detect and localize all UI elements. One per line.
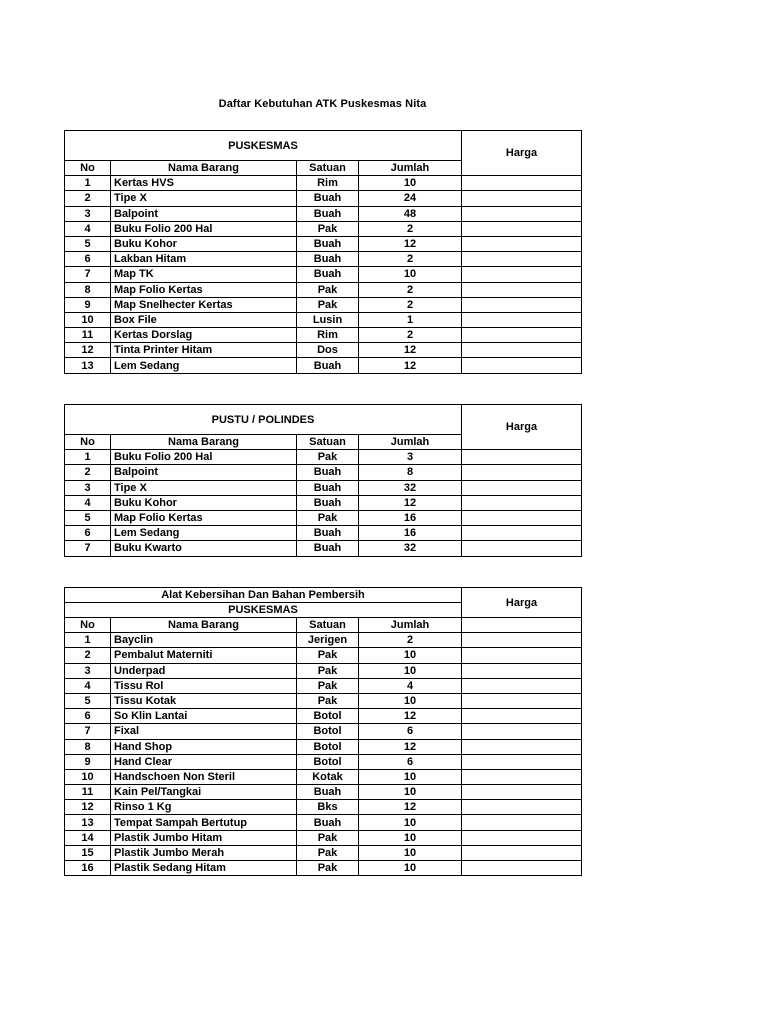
item-name: Box File <box>111 312 297 327</box>
item-unit: Lusin <box>297 312 359 327</box>
item-unit: Dos <box>297 343 359 358</box>
price-cell <box>462 176 582 191</box>
row-number: 11 <box>65 785 111 800</box>
item-quantity: 10 <box>359 267 462 282</box>
row-number: 6 <box>65 526 111 541</box>
item-name: Bayclin <box>111 633 297 648</box>
price-cell <box>462 785 582 800</box>
column-header-nama-barang: Nama Barang <box>111 161 297 176</box>
item-name: Map Snelhecter Kertas <box>111 297 297 312</box>
price-cell <box>462 297 582 312</box>
item-quantity: 12 <box>359 236 462 251</box>
item-name: Tissu Rol <box>111 678 297 693</box>
table-row <box>65 236 582 251</box>
item-quantity: 10 <box>359 861 462 876</box>
item-name: Kertas Dorslag <box>111 328 297 343</box>
row-number: 1 <box>65 450 111 465</box>
price-cell <box>462 328 582 343</box>
item-quantity: 10 <box>359 693 462 708</box>
item-unit: Rim <box>297 176 359 191</box>
item-unit: Pak <box>297 830 359 845</box>
row-number: 9 <box>65 297 111 312</box>
table-row <box>65 648 582 663</box>
section-heading: Alat Kebersihan Dan Bahan Pembersih <box>65 588 462 603</box>
item-quantity: 16 <box>359 526 462 541</box>
column-header-jumlah: Jumlah <box>359 435 462 450</box>
price-cell <box>462 282 582 297</box>
row-number: 8 <box>65 282 111 297</box>
item-name: Balpoint <box>111 465 297 480</box>
item-name: Balpoint <box>111 206 297 221</box>
table-row <box>65 526 582 541</box>
item-unit: Pak <box>297 297 359 312</box>
item-unit: Botol <box>297 724 359 739</box>
section-title: PUSTU / POLINDES <box>65 405 462 435</box>
row-number: 10 <box>65 769 111 784</box>
row-number: 1 <box>65 633 111 648</box>
item-unit: Botol <box>297 754 359 769</box>
price-cell <box>462 633 582 648</box>
item-quantity: 12 <box>359 358 462 373</box>
table-row <box>65 785 582 800</box>
row-number: 15 <box>65 845 111 860</box>
item-quantity: 10 <box>359 648 462 663</box>
item-name: Hand Clear <box>111 754 297 769</box>
item-unit: Botol <box>297 739 359 754</box>
table-row <box>65 754 582 769</box>
item-name: Tempat Sampah Bertutup <box>111 815 297 830</box>
item-quantity: 2 <box>359 282 462 297</box>
item-name: Buku Folio 200 Hal <box>111 221 297 236</box>
table-row <box>65 221 582 236</box>
price-cell <box>462 618 582 633</box>
price-cell <box>462 267 582 282</box>
price-cell <box>462 450 582 465</box>
table-row <box>65 739 582 754</box>
column-header-no: No <box>65 161 111 176</box>
item-name: Map TK <box>111 267 297 282</box>
item-quantity: 10 <box>359 176 462 191</box>
item-quantity: 2 <box>359 221 462 236</box>
item-unit: Jerigen <box>297 633 359 648</box>
row-number: 1 <box>65 176 111 191</box>
table-row <box>65 830 582 845</box>
item-unit: Pak <box>297 450 359 465</box>
table-row <box>65 678 582 693</box>
item-quantity: 10 <box>359 785 462 800</box>
item-unit: Buah <box>297 495 359 510</box>
row-number: 16 <box>65 861 111 876</box>
item-unit: Buah <box>297 206 359 221</box>
item-name: Lem Sedang <box>111 526 297 541</box>
price-cell <box>462 191 582 206</box>
item-quantity: 10 <box>359 769 462 784</box>
table-row <box>65 206 582 221</box>
row-number: 5 <box>65 693 111 708</box>
row-number: 12 <box>65 800 111 815</box>
price-cell <box>462 312 582 327</box>
item-unit: Buah <box>297 815 359 830</box>
table-row <box>65 450 582 465</box>
price-cell <box>462 678 582 693</box>
price-cell <box>462 709 582 724</box>
price-cell <box>462 754 582 769</box>
row-number: 2 <box>65 648 111 663</box>
item-quantity: 16 <box>359 510 462 525</box>
item-name: Map Folio Kertas <box>111 510 297 525</box>
price-cell <box>462 465 582 480</box>
item-name: Lem Sedang <box>111 358 297 373</box>
item-unit: Buah <box>297 480 359 495</box>
item-name: Tinta Printer Hitam <box>111 343 297 358</box>
table-row <box>65 267 582 282</box>
item-quantity: 10 <box>359 663 462 678</box>
row-number: 7 <box>65 724 111 739</box>
item-unit: Kotak <box>297 769 359 784</box>
table-row <box>65 252 582 267</box>
row-number: 12 <box>65 343 111 358</box>
item-name: Tissu Kotak <box>111 693 297 708</box>
row-number: 13 <box>65 815 111 830</box>
row-number: 4 <box>65 221 111 236</box>
price-cell <box>462 815 582 830</box>
item-quantity: 2 <box>359 633 462 648</box>
price-cell <box>462 221 582 236</box>
row-number: 5 <box>65 236 111 251</box>
item-unit: Pak <box>297 648 359 663</box>
price-cell <box>462 480 582 495</box>
table-row <box>65 800 582 815</box>
item-name: Hand Shop <box>111 739 297 754</box>
item-quantity: 48 <box>359 206 462 221</box>
item-quantity: 3 <box>359 450 462 465</box>
item-unit: Buah <box>297 465 359 480</box>
item-name: Underpad <box>111 663 297 678</box>
item-quantity: 12 <box>359 495 462 510</box>
row-number: 2 <box>65 191 111 206</box>
item-unit: Pak <box>297 678 359 693</box>
item-quantity: 6 <box>359 754 462 769</box>
item-unit: Pak <box>297 693 359 708</box>
price-cell <box>462 800 582 815</box>
row-number: 14 <box>65 830 111 845</box>
item-unit: Buah <box>297 191 359 206</box>
price-cell <box>462 693 582 708</box>
item-quantity: 1 <box>359 312 462 327</box>
item-name: Handschoen Non Steril <box>111 769 297 784</box>
row-number: 11 <box>65 328 111 343</box>
item-quantity: 10 <box>359 830 462 845</box>
table-row <box>65 861 582 876</box>
item-quantity: 6 <box>359 724 462 739</box>
row-number: 6 <box>65 252 111 267</box>
table-row <box>65 176 582 191</box>
price-cell <box>462 495 582 510</box>
column-header-nama-barang: Nama Barang <box>111 618 297 633</box>
section-title: PUSKESMAS <box>65 603 462 618</box>
column-header-jumlah: Jumlah <box>359 161 462 176</box>
item-name: Rinso 1 Kg <box>111 800 297 815</box>
item-quantity: 2 <box>359 252 462 267</box>
row-number: 3 <box>65 663 111 678</box>
table-row <box>65 312 582 327</box>
column-header-satuan: Satuan <box>297 435 359 450</box>
row-number: 10 <box>65 312 111 327</box>
table-atk-puskesmas <box>64 130 582 374</box>
price-cell <box>462 830 582 845</box>
item-quantity: 24 <box>359 191 462 206</box>
row-number: 4 <box>65 678 111 693</box>
table-row <box>65 693 582 708</box>
item-name: Buku Kohor <box>111 236 297 251</box>
item-quantity: 10 <box>359 845 462 860</box>
item-name: Pembalut Materniti <box>111 648 297 663</box>
price-cell <box>462 724 582 739</box>
column-header-satuan: Satuan <box>297 161 359 176</box>
table-row <box>65 815 582 830</box>
item-unit: Buah <box>297 785 359 800</box>
row-number: 3 <box>65 480 111 495</box>
price-cell <box>462 541 582 556</box>
row-number: 5 <box>65 510 111 525</box>
item-name: So Klin Lantai <box>111 709 297 724</box>
item-unit: Botol <box>297 709 359 724</box>
table-row <box>65 769 582 784</box>
item-unit: Pak <box>297 861 359 876</box>
item-unit: Buah <box>297 252 359 267</box>
table-row <box>65 358 582 373</box>
item-name: Lakban Hitam <box>111 252 297 267</box>
table-row <box>65 663 582 678</box>
column-header-satuan: Satuan <box>297 618 359 633</box>
column-header-jumlah: Jumlah <box>359 618 462 633</box>
row-number: 7 <box>65 541 111 556</box>
table-row <box>65 328 582 343</box>
row-number: 8 <box>65 739 111 754</box>
price-cell <box>462 769 582 784</box>
item-quantity: 32 <box>359 480 462 495</box>
item-unit: Buah <box>297 358 359 373</box>
table-row <box>65 709 582 724</box>
table-row <box>65 343 582 358</box>
column-header-no: No <box>65 618 111 633</box>
table-row <box>65 495 582 510</box>
table-alat-kebersihan <box>64 587 582 876</box>
item-unit: Pak <box>297 282 359 297</box>
item-unit: Pak <box>297 663 359 678</box>
table-row <box>65 480 582 495</box>
table-atk-pustu-polindes <box>64 404 582 557</box>
row-number: 7 <box>65 267 111 282</box>
table-row <box>65 191 582 206</box>
item-quantity: 12 <box>359 800 462 815</box>
table-row <box>65 465 582 480</box>
item-quantity: 12 <box>359 739 462 754</box>
item-name: Kertas HVS <box>111 176 297 191</box>
item-unit: Pak <box>297 510 359 525</box>
row-number: 3 <box>65 206 111 221</box>
document-title: Daftar Kebutuhan ATK Puskesmas Nita <box>218 98 427 110</box>
column-header-harga: Harga <box>462 588 582 618</box>
table-row <box>65 845 582 860</box>
item-unit: Pak <box>297 221 359 236</box>
table-row <box>65 297 582 312</box>
table-row <box>65 633 582 648</box>
price-cell <box>462 343 582 358</box>
item-name: Plastik Sedang Hitam <box>111 861 297 876</box>
price-cell <box>462 663 582 678</box>
row-number: 6 <box>65 709 111 724</box>
item-quantity: 8 <box>359 465 462 480</box>
price-cell <box>462 358 582 373</box>
item-quantity: 2 <box>359 297 462 312</box>
table-row <box>65 282 582 297</box>
item-name: Buku Folio 200 Hal <box>111 450 297 465</box>
section-title: PUSKESMAS <box>65 131 462 161</box>
price-cell <box>462 510 582 525</box>
item-unit: Buah <box>297 541 359 556</box>
table-row <box>65 541 582 556</box>
item-quantity: 12 <box>359 343 462 358</box>
column-header-harga: Harga <box>462 405 582 450</box>
column-header-harga: Harga <box>462 131 582 176</box>
item-name: Fixal <box>111 724 297 739</box>
item-quantity: 32 <box>359 541 462 556</box>
item-name: Kain Pel/Tangkai <box>111 785 297 800</box>
column-header-nama-barang: Nama Barang <box>111 435 297 450</box>
price-cell <box>462 236 582 251</box>
item-name: Plastik Jumbo Hitam <box>111 830 297 845</box>
item-name: Map Folio Kertas <box>111 282 297 297</box>
table-row <box>65 724 582 739</box>
item-name: Buku Kohor <box>111 495 297 510</box>
price-cell <box>462 845 582 860</box>
column-header-no: No <box>65 435 111 450</box>
price-cell <box>462 739 582 754</box>
item-unit: Bks <box>297 800 359 815</box>
item-unit: Buah <box>297 267 359 282</box>
item-name: Tipe X <box>111 480 297 495</box>
item-quantity: 4 <box>359 678 462 693</box>
item-unit: Buah <box>297 526 359 541</box>
row-number: 9 <box>65 754 111 769</box>
item-name: Plastik Jumbo Merah <box>111 845 297 860</box>
item-unit: Pak <box>297 845 359 860</box>
item-name: Buku Kwarto <box>111 541 297 556</box>
item-name: Tipe X <box>111 191 297 206</box>
item-quantity: 10 <box>359 815 462 830</box>
price-cell <box>462 861 582 876</box>
row-number: 2 <box>65 465 111 480</box>
price-cell <box>462 252 582 267</box>
item-unit: Rim <box>297 328 359 343</box>
item-quantity: 2 <box>359 328 462 343</box>
price-cell <box>462 206 582 221</box>
price-cell <box>462 648 582 663</box>
price-cell <box>462 526 582 541</box>
table-row <box>65 510 582 525</box>
item-quantity: 12 <box>359 709 462 724</box>
row-number: 4 <box>65 495 111 510</box>
item-unit: Buah <box>297 236 359 251</box>
row-number: 13 <box>65 358 111 373</box>
